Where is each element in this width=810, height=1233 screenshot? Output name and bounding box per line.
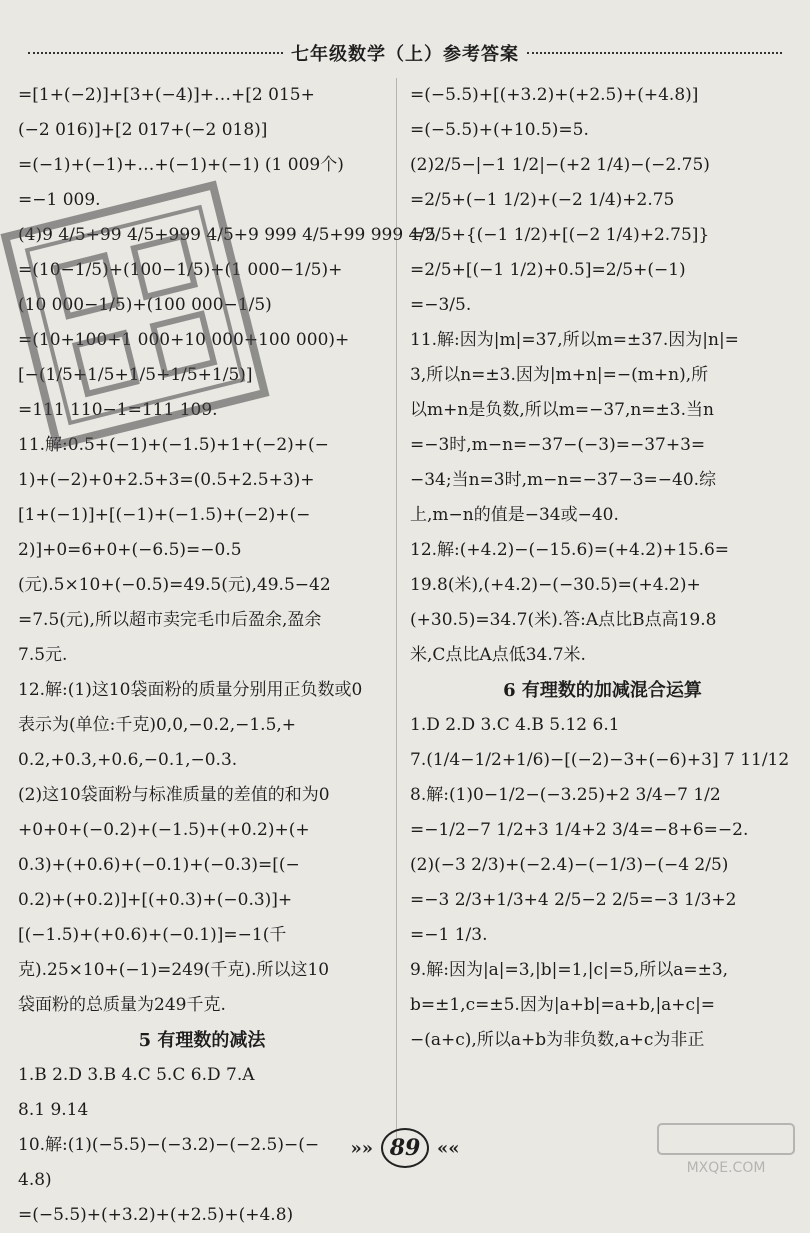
answer-line: =−3时,m−n=−37−(−3)=−37+3= [410, 435, 706, 455]
answer-line: +0+0+(−0.2)+(−1.5)+(+0.2)+(+ [18, 820, 310, 840]
answer-line: 1.D 2.D 3.C 4.B 5.12 6.1 [410, 715, 620, 735]
answer-line: =2/5+[(−1 1/2)+0.5]=2/5+(−1) [410, 260, 686, 280]
answer-line: 11.解:0.5+(−1)+(−1.5)+1+(−2)+(− [18, 435, 329, 455]
answer-line: 12.解:(1)这10袋面粉的质量分别用正负数或0 [18, 680, 363, 700]
answer-line: =(−1)+(−1)+…+(−1)+(−1) (1 009个) [18, 155, 344, 175]
answer-line: (元).5×10+(−0.5)=49.5(元),49.5−42 [18, 575, 331, 595]
answer-line: =−1/2−7 1/2+3 1/4+2 3/4=−8+6=−2. [410, 820, 749, 840]
answer-line: 0.2,+0.3,+0.6,−0.1,−0.3. [18, 750, 238, 770]
header-rule-left [28, 52, 283, 54]
answer-line: =2/5+{(−1 1/2)+[(−2 1/4)+2.75]} [410, 225, 710, 245]
answer-line: (−2 016)]+[2 017+(−2 018)] [18, 120, 268, 140]
answer-line: =(−5.5)+[(+3.2)+(+2.5)+(+4.8)] [410, 85, 699, 105]
answer-line: =−1 1/3. [410, 925, 488, 945]
answer-line: =−3/5. [410, 295, 472, 315]
answer-line: [1+(−1)]+[(−1)+(−1.5)+(−2)+(− [18, 505, 311, 525]
answer-line: (2)(−3 2/3)+(−2.4)−(−1/3)−(−4 2/5) [410, 855, 729, 875]
answer-line: 袋面粉的总质量为249千克. [18, 995, 226, 1015]
answer-line: =2/5+(−1 1/2)+(−2 1/4)+2.75 [410, 190, 675, 210]
answer-line: (2)2/5−|−1 1/2|−(+2 1/4)−(−2.75) [410, 155, 710, 175]
answer-line: b=±1,c=±5.因为|a+b|=a+b,|a+c|= [410, 995, 716, 1015]
answer-line: 0.2)+(+0.2)]+[(+0.3)+(−0.3)]+ [18, 890, 293, 910]
page-number: 89 [381, 1128, 429, 1168]
answer-line: 0.3)+(+0.6)+(−0.1)+(−0.3)=[(− [18, 855, 300, 875]
page-header [20, 40, 790, 66]
watermark-text: MXQE.COM [686, 1160, 766, 1176]
answer-line: 8.解:(1)0−1/2−(−3.25)+2 3/4−7 1/2 [410, 785, 721, 805]
answer-line: =(−5.5)+(+10.5)=5. [410, 120, 589, 140]
answer-line: 米,C点比A点低34.7米. [410, 645, 586, 665]
chevron-left-icon: »» [350, 1137, 373, 1159]
answer-line: 2)]+0=6+0+(−6.5)=−0.5 [18, 540, 242, 560]
answer-line: =−3 2/3+1/3+4 2/5−2 2/5=−3 1/3+2 [410, 890, 737, 910]
answer-line: 1)+(−2)+0+2.5+3=(0.5+2.5+3)+ [18, 470, 315, 490]
answer-line: −34;当n=3时,m−n=−37−3=−40.综 [410, 470, 717, 490]
answer-line: (+30.5)=34.7(米).答:A点比B点高19.8 [410, 610, 717, 630]
answer-line: =(10−1/5)+(100−1/5)+(1 000−1/5)+ [18, 260, 343, 280]
answer-line: 8.1 9.14 [18, 1100, 89, 1120]
answer-line: (4)9 4/5+99 4/5+999 4/5+9 999 4/5+99 999 4/5 [18, 225, 436, 245]
answer-line: 10.解:(1)(−5.5)−(−3.2)−(−2.5)−(− [18, 1135, 320, 1155]
answer-line: =[1+(−2)]+[3+(−4)]+…+[2 015+ [18, 85, 315, 105]
header-title: 七年级数学（上）参考答案 [291, 44, 519, 65]
answer-line: 以m+n是负数,所以m=−37,n=±3.当n [410, 400, 714, 420]
answer-line: 7.(1/4−1/2+1/6)−[(−2)−3+(−6)+3] 7 11/12 [410, 750, 790, 770]
answer-line: −(a+c),所以a+b为非负数,a+c为非正 [410, 1030, 705, 1050]
answer-line: (10 000−1/5)+(100 000−1/5) [18, 295, 272, 315]
answer-line: 1.B 2.D 3.B 4.C 5.C 6.D 7.A [18, 1065, 255, 1085]
section-heading: 5 有理数的减法 [138, 1030, 266, 1051]
answer-line: 11.解:因为|m|=37,所以m=±37.因为|n|= [410, 330, 739, 350]
watermark-logo-icon [656, 1122, 796, 1178]
answer-line: [−(1/5+1/5+1/5+1/5+1/5)] [18, 365, 253, 385]
answer-line: =−1 009. [18, 190, 101, 210]
answer-line: 19.8(米),(+4.2)−(−30.5)=(+4.2)+ [410, 575, 701, 595]
answer-line: 4.8) [18, 1170, 52, 1190]
header-rule-right [527, 52, 782, 54]
section-heading: 6 有理数的加减混合运算 [503, 680, 702, 701]
answer-line: =(−5.5)+(+3.2)+(+2.5)+(+4.8) [18, 1205, 294, 1225]
answer-line: [(−1.5)+(+0.6)+(−0.1)]=−1(千 [18, 925, 287, 945]
answer-line: 上,m−n的值是−34或−40. [410, 505, 619, 525]
chevron-right-icon: «« [437, 1137, 460, 1159]
answer-line: =7.5(元),所以超市卖完毛巾后盈余,盈余 [18, 610, 322, 630]
right-column [410, 78, 795, 1058]
answer-line: 3,所以n=±3.因为|m+n|=−(m+n),所 [410, 365, 709, 385]
answer-line: 12.解:(+4.2)−(−15.6)=(+4.2)+15.6= [410, 540, 730, 560]
answer-line: 表示为(单位:千克)0,0,−0.2,−1.5,+ [18, 715, 297, 735]
answer-line: 7.5元. [18, 645, 68, 665]
answer-line: =111 110−1=111 109. [18, 400, 218, 420]
answer-line: 克).25×10+(−1)=249(千克).所以这10 [18, 960, 330, 980]
answer-line: (2)这10袋面粉与标准质量的差值的和为0 [18, 785, 330, 805]
answer-line: 9.解:因为|a|=3,|b|=1,|c|=5,所以a=±3, [410, 960, 729, 980]
answer-line: =(10+100+1 000+10 000+100 000)+ [18, 330, 350, 350]
